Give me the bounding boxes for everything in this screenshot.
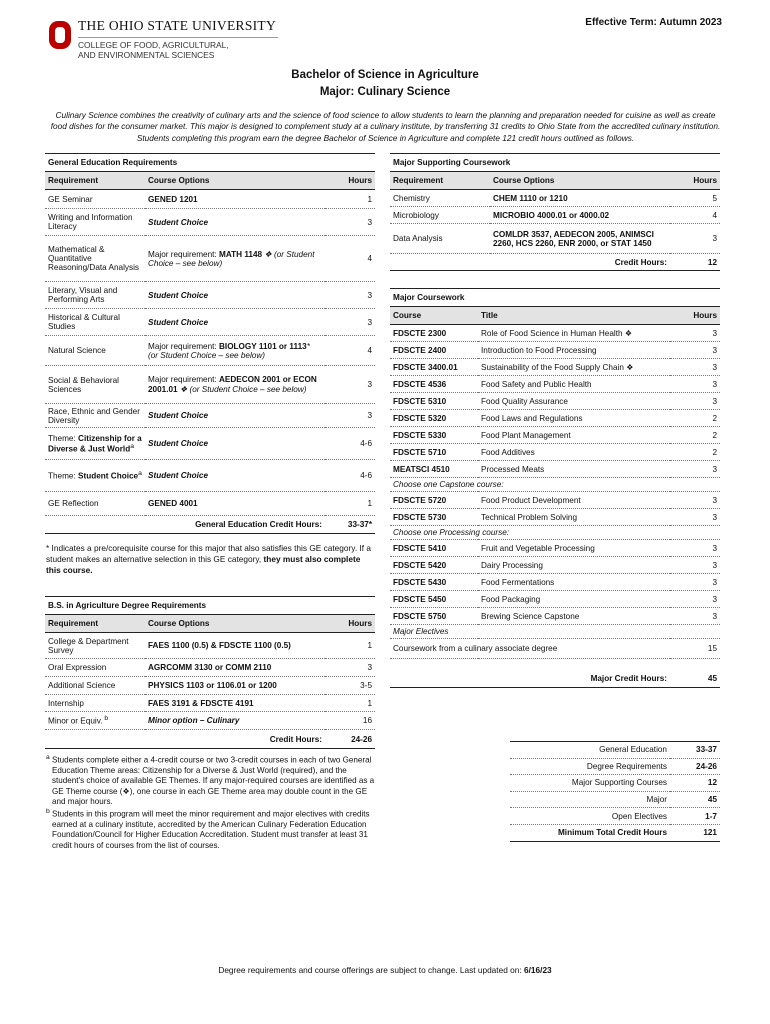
effective-term: Effective Term: Autumn 2023 [585,17,722,28]
electives-text: Coursework from a culinary associate degree [390,639,670,659]
table-row [45,659,375,677]
footnote-b: $^b$ Students in this program will meet the minor requirement and major electives with credits earned at a culinary institute, accredited by the American Culinary Federation Education Foundation/Council for Higher Education Accreditation. Student must transfer at least 31 credit hours of courses from the list of courses. [46,808,370,850]
electives-label-cell: Major Electives [390,625,720,639]
course-options-cell [145,404,325,428]
table-row [45,633,375,659]
course-options-note: ❖ (or Student Choice – see below) [148,250,315,268]
course-row [390,574,720,591]
student-choice: Student Choice [148,317,209,327]
hours-cell: 3 [670,224,720,254]
course-code: AEDECON 2001 or ECON 2001.01 [148,375,317,394]
course-row [390,608,720,625]
hours-cell: 3 [670,461,720,478]
footer-note [0,965,770,975]
hours-cell: 3 [325,366,375,404]
summary-row [510,775,720,792]
requirement-cell: Social & Behavioral Sciences [45,366,145,404]
course-options-cell: COMLDR 3537, AEDECON 2005, ANIMSCI 2260, HCS 2260, ENR 2000, or STAT 1450 [490,224,670,254]
footnote-a-text: Students complete either a 4-credit course or two 3-credit courses in each of two General Education Theme areas: Citizenship for a Diverse & Just World (required), and the student's choice of available GE Themes. If any major-required courses are identified as a GE Theme course (❖), one course in each GE Theme area may double count in the GE and major hours. [52,755,375,806]
requirement-cell: Natural Science [45,336,145,366]
course-row [390,461,720,478]
column-header: Hours [325,615,375,633]
university-logo [48,18,278,64]
intro-paragraph: Culinary Science combines the creativity of culinary arts and the science of food science to allow students to learn the planning and preparation needed for cuisine as well as create food dishes for the consumer market. This major is designed to complement study at a culinary institute, by transferring 31 credits to Ohio State from the accredited culinary institution. Students completing this program earn the degree Bachelor of Science in Agriculture and complete 121 credit hours outlined as follows. [50,110,721,143]
course-title-cell: Food Product Development [478,492,670,509]
course-row [390,444,720,461]
requirement-prefix: Theme: [48,433,79,443]
spacer-cell [390,659,720,671]
hours-cell: 3 [670,608,720,625]
hours-cell: 1 [325,633,375,659]
course-options-cell [145,366,325,404]
course-row [390,410,720,427]
logo-divider [78,37,278,38]
degree-requirements-table [45,596,375,749]
course-options-cell [145,460,325,492]
summary-label: Major [510,791,670,808]
gen-ed-note-text: * Indicates a pre/corequisite course for this major that also satisfies this GE category. If a student makes an alternative selection in this GE category, [46,543,371,564]
gen-ed-note [46,543,376,576]
requirement-prefix: Theme: [48,471,79,481]
course-code-cell: FDSCTE 5310 [390,393,478,410]
course-code-cell: FDSCTE 5320 [390,410,478,427]
table-row [45,712,375,730]
hours-cell: 4 [670,207,720,224]
column-header: Requirement [45,615,145,633]
hours-cell: 2 [670,427,720,444]
student-choice: Student Choice [148,439,209,448]
course-options-cell: FAES 1100 (0.5) & FDSCTE 1100 (0.5) [145,633,325,659]
course-title-cell: Fruit and Vegetable Processing [478,540,670,557]
course-row [390,591,720,608]
course-options-prefix: Major requirement: [148,375,219,384]
summary-value: 12 [670,775,720,792]
hours-cell: 3 [325,404,375,428]
course-options-cell: MICROBIO 4000.01 or 4000.02 [490,207,670,224]
page-title [0,67,770,101]
hours-cell: 2 [670,410,720,427]
requirement-cell [45,460,145,492]
summary-label: General Education [510,742,670,759]
degree-title: Bachelor of Science in Agriculture [291,69,479,81]
course-title-cell: Food Safety and Public Health [478,376,670,393]
processing-label [390,526,720,540]
hours-cell: 3 [670,591,720,608]
hours-cell: 2 [670,444,720,461]
section-title [390,289,720,307]
course-row [390,492,720,509]
total-row [390,671,720,688]
requirement-cell: Historical & Cultural Studies [45,309,145,336]
course-options-prefix: Major requirement: [148,250,219,259]
course-code: MATH 1148 [219,250,263,259]
student-choice: Student Choice [148,411,209,420]
requirement-cell: GE Seminar [45,190,145,209]
footnote-marker: b [102,715,109,723]
section-title [390,154,720,172]
course-row [390,557,720,574]
table-header-row [390,172,720,190]
course-title-cell: Food Additives [478,444,670,461]
student-choice: Student Choice [148,471,209,480]
total-row [390,254,720,271]
hours-cell: 3 [670,325,720,342]
course-options-cell: AGRCOMM 3130 or COMM 2110 [145,659,325,677]
general-education-table [45,153,375,534]
summary-value: 33-37 [670,742,720,759]
summary-row [510,824,720,841]
section-title-cell: Major Supporting Coursework [390,154,720,172]
footnote-a: $^a$ Students complete either a 4-credit course or two 3-credit courses in each of two General Education Theme areas: Citizenship for a Diverse & Just World (required), and the student's choice of available GE Themes. If any major-required courses are identified as a GE Theme course (❖), one course in each GE Theme area may double count in the GE and major hours. [46,754,375,806]
table-row [45,695,375,712]
total-value: 24-26 [325,730,375,749]
table-row [45,336,375,366]
course-code: GENED 1201 [148,194,198,204]
course-code-cell: FDSCTE 4536 [390,376,478,393]
course-code-cell: FDSCTE 5430 [390,574,478,591]
column-header: Course Options [145,615,325,633]
course-title-cell: Brewing Science Capstone [478,608,670,625]
summary-row [510,742,720,759]
course-code-cell: FDSCTE 5730 [390,509,478,526]
electives-label [390,625,720,639]
hours-cell: 4-6 [325,460,375,492]
course-options-cell: FAES 3191 & FDSCTE 4191 [145,695,325,712]
course-options-cell: CHEM 1110 or 1210 [490,190,670,207]
hours-cell: 4-6 [325,428,375,460]
total-row [45,516,375,534]
course-title-cell: Sustainability of the Food Supply Chain ❖ [478,359,670,376]
table-row [45,404,375,428]
requirement-cell: GE Reflection [45,492,145,516]
table-row [390,207,720,224]
course-options-cell: Minor option – Culinary [145,712,325,730]
course-title-cell: Dairy Processing [478,557,670,574]
footnote-marker: a [138,470,142,478]
column-header: Hours [670,172,720,190]
summary-row [510,791,720,808]
summary-value: 121 [670,824,720,841]
summary-label: Open Electives [510,808,670,825]
section-title [45,154,375,172]
hours-cell: 3 [670,342,720,359]
requirement-theme: Citizenship for a Diverse & Just World [48,433,142,454]
requirement-cell: Additional Science [45,677,145,695]
university-name: THE OHIO STATE UNIVERSITY [78,18,277,33]
course-row [390,393,720,410]
requirement-cell: Mathematical & Quantitative Reasoning/Data Analysis [45,236,145,282]
section-title [45,597,375,615]
gen-ed-note-bold: they must also complete this course. [46,554,361,575]
total-label: Credit Hours: [45,730,325,749]
requirement-cell: Writing and Information Literacy [45,209,145,236]
summary-label: Major Supporting Courses [510,775,670,792]
hours-cell: 3 [670,557,720,574]
processing-label-cell: Choose one Processing course: [390,526,720,540]
table-row [390,224,720,254]
section-title-cell: B.S. in Agriculture Degree Requirements [45,597,375,615]
course-code-cell: FDSCTE 5710 [390,444,478,461]
table-header-row [45,615,375,633]
credit-summary-table [510,741,720,842]
total-value: 45 [670,671,720,688]
hours-cell: 3 [325,209,375,236]
course-options-note: ❖ (or Student Choice – see below) [177,385,307,394]
college-line-2: AND ENVIRONMENTAL SCIENCES [78,50,215,60]
course-code: GENED 4001 [148,499,198,508]
course-options-cell: PHYSICS 1103 or 1106.01 or 1200 [145,677,325,695]
course-row [390,509,720,526]
course-code-cell: MEATSCI 4510 [390,461,478,478]
course-code: BIOLOGY 1101 or 1113 [219,341,307,351]
column-header: Requirement [45,172,145,190]
requirement-cell: Data Analysis [390,224,490,254]
course-code-cell: FDSCTE 5420 [390,557,478,574]
summary-value: 24-26 [670,758,720,775]
summary-row [510,758,720,775]
requirement-cell: Oral Expression [45,659,145,677]
requirement-cell: Microbiology [390,207,490,224]
requirement-cell: Race, Ethnic and Gender Diversity [45,404,145,428]
course-options-cell [145,492,325,516]
hours-cell: 3-5 [325,677,375,695]
college-line-1: COLLEGE OF FOOD, AGRICULTURAL, [78,40,229,50]
total-value: 33-37* [325,516,375,534]
course-options-cell [145,428,325,460]
footnotes [46,753,378,851]
footer-date: 6/16/23 [523,965,552,975]
column-header: Hours [325,172,375,190]
requirement-cell: Literary, Visual and Performing Arts [45,282,145,309]
table-row [45,677,375,695]
requirement-cell: College & Department Survey [45,633,145,659]
total-label: Major Credit Hours: [390,671,670,688]
course-code-cell: FDSCTE 3400.01 [390,359,478,376]
hours-cell: 1 [325,492,375,516]
hours-cell: 3 [325,309,375,336]
column-header: Course Options [490,172,670,190]
student-choice: Student Choice [148,290,209,300]
summary-label: Minimum Total Credit Hours [510,824,670,841]
section-title-cell: General Education Requirements [45,154,375,172]
requirement-cell: Minor or Equiv. $^b$ [45,712,145,730]
course-options-note: * (or Student Choice – see below) [148,341,310,360]
table-row [45,428,375,460]
major-supporting-table [390,153,720,271]
total-label: General Education Credit Hours: [45,516,325,534]
course-code-cell: FDSCTE 5410 [390,540,478,557]
course-row [390,427,720,444]
hours-cell: 3 [670,359,720,376]
course-code-cell: FDSCTE 2400 [390,342,478,359]
major-title: Major: Culinary Science [319,86,451,98]
hours-cell: 3 [325,282,375,309]
course-options-cell [145,309,325,336]
course-options-cell [145,190,325,209]
course-row [390,376,720,393]
requirement-cell [45,428,145,460]
hours-cell: 3 [325,659,375,677]
course-options-cell [145,282,325,309]
table-row [45,366,375,404]
requirement-cell: Internship [45,695,145,712]
course-title-cell: Role of Food Science in Human Health ❖ [478,325,670,342]
requirement-cell: Chemistry [390,190,490,207]
summary-label: Degree Requirements [510,758,670,775]
summary-row [510,808,720,825]
section-title-cell: Major Coursework [390,289,720,307]
hours-cell: 1 [325,695,375,712]
table-row [45,282,375,309]
hours-cell: 3 [670,574,720,591]
column-header: Requirement [390,172,490,190]
footnote-b-text: Students in this program will meet the minor requirement and major electives with credits earned at a culinary institute, accredited by the American Culinary Federation Education Foundation/Council for Higher Education Accreditation. Student must transfer at least 31 credit hours of courses from the list of courses. [52,809,370,850]
course-row [390,540,720,557]
column-header: Hours [670,307,720,325]
course-code-cell: FDSCTE 2300 [390,325,478,342]
column-header: Course Options [145,172,325,190]
course-row [390,359,720,376]
table-row [390,190,720,207]
electives-row [390,639,720,659]
course-row [390,325,720,342]
hours-cell: 3 [670,509,720,526]
course-code-cell: FDSCTE 5720 [390,492,478,509]
total-value: 12 [670,254,720,271]
course-code-cell: FDSCTE 5450 [390,591,478,608]
total-label: Credit Hours: [390,254,670,271]
total-row [45,730,375,749]
course-options-cell [145,236,325,282]
college-name [78,40,229,60]
table-row [45,190,375,209]
major-coursework-table [390,288,720,688]
course-title-cell: Food Fermentations [478,574,670,591]
table-row [45,209,375,236]
course-title-cell: Food Quality Assurance [478,393,670,410]
hours-cell: 3 [670,492,720,509]
column-header: Course [390,307,478,325]
course-title-cell: Food Packaging [478,591,670,608]
table-row [45,460,375,492]
course-options-cell [145,209,325,236]
requirement-theme: Student Choice [78,471,139,481]
hours-cell: 5 [670,190,720,207]
block-o-logo-icon [48,20,72,50]
hours-cell: 16 [325,712,375,730]
column-header: Title [478,307,670,325]
hours-cell: 4 [325,236,375,282]
course-title-cell: Food Plant Management [478,427,670,444]
summary-value: 45 [670,791,720,808]
table-header-row [45,172,375,190]
spacer-row [390,659,720,671]
capstone-label-cell: Choose one Capstone course: [390,478,720,492]
footer-text: Degree requirements and course offerings are subject to change. Last updated on: [218,965,524,975]
summary-value: 1-7 [670,808,720,825]
hours-cell: 3 [670,393,720,410]
table-row [45,492,375,516]
hours-cell: 4 [325,336,375,366]
table-header-row [390,307,720,325]
hours-cell: 1 [325,190,375,209]
course-code-cell: FDSCTE 5330 [390,427,478,444]
course-row [390,342,720,359]
course-code-cell: FDSCTE 5750 [390,608,478,625]
capstone-label [390,478,720,492]
course-options-cell [145,336,325,366]
table-row [45,309,375,336]
hours-cell: 15 [670,639,720,659]
course-title-cell: Technical Problem Solving [478,509,670,526]
hours-cell: 3 [670,540,720,557]
hours-cell: 3 [670,376,720,393]
footnote-marker: a [130,442,135,450]
course-title-cell: Introduction to Food Processing [478,342,670,359]
course-title-cell: Processed Meats [478,461,670,478]
table-row [45,236,375,282]
student-choice: Student Choice [148,217,209,227]
course-options-prefix: Major requirement: [148,341,219,351]
course-title-cell: Food Laws and Regulations [478,410,670,427]
